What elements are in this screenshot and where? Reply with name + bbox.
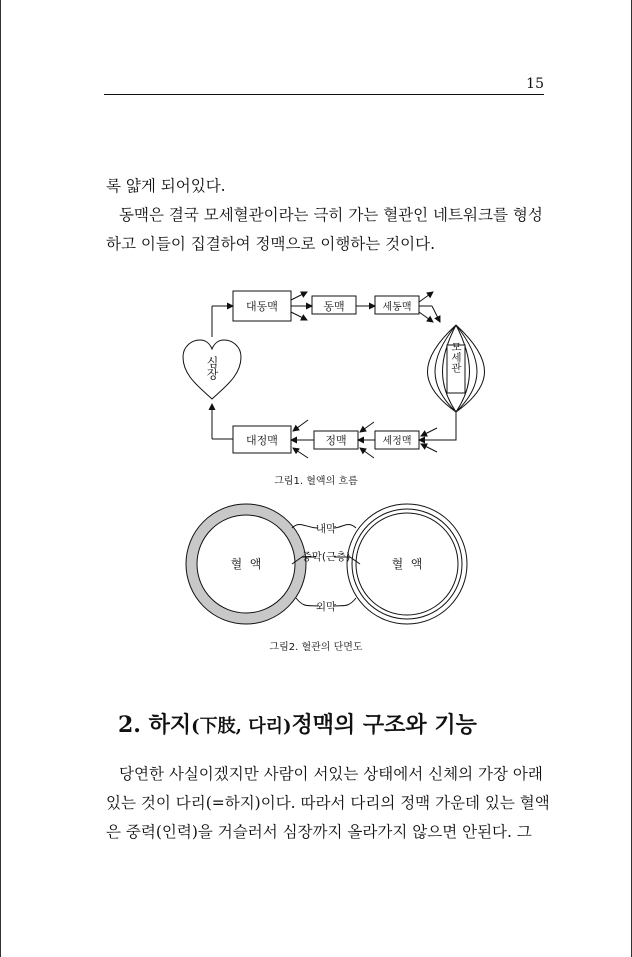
text-line: 당연한 사실이겠지만 사람이 서있는 상태에서 신체의 가장 아래 (119, 765, 543, 783)
artery-label: 동맥 (323, 300, 345, 313)
blood-left-label: 혈 액 (230, 557, 262, 571)
adventitia-label: 외막 (315, 601, 337, 613)
figure2-caption: 그림2. 혈관의 단면도 (269, 642, 363, 653)
text-line: 록 얇게 되어있다. (106, 177, 226, 195)
capillary-label: 모세관 (450, 341, 462, 373)
paragraph-bottom (106, 760, 550, 847)
heart-label: 심장 (205, 356, 219, 380)
text-line: 있는 것이 다리(=하지)이다. 따라서 다리의 정맥 가운데 있는 혈액 (106, 794, 550, 812)
section-title-b: 정맥의 구조와 기능 (291, 712, 477, 738)
arteriole-label: 세동맥 (382, 302, 412, 313)
vein-main-label: 대정맥 (246, 434, 278, 447)
media-label: 중막(근층) (301, 551, 351, 563)
section-heading (118, 708, 477, 739)
venule-label: 세정맥 (382, 436, 412, 447)
section-title-hanja: (下肢, 다리) (191, 716, 292, 737)
text-line: 하고 이들이 집결하여 정맥으로 이행하는 것이다. (106, 235, 436, 253)
page-number: 15 (526, 76, 544, 92)
blood-right-label: 혈 액 (391, 557, 423, 571)
text-line: 동맥은 결국 모세혈관이라는 극히 가는 혈관인 네트워크를 형성 (119, 206, 543, 224)
artery-main-label: 대동맥 (246, 300, 278, 313)
text-line: 은 중력(인력)을 거슬러서 심장까지 올라가지 않으면 안된다. 그 (106, 823, 532, 841)
vein-label: 정맥 (325, 434, 347, 447)
figure1-caption: 그림1. 혈액의 흐름 (274, 476, 358, 487)
intima-label: 내막 (315, 523, 337, 535)
section-title-a: 하지 (148, 712, 192, 738)
section-number: 2. (118, 712, 141, 738)
